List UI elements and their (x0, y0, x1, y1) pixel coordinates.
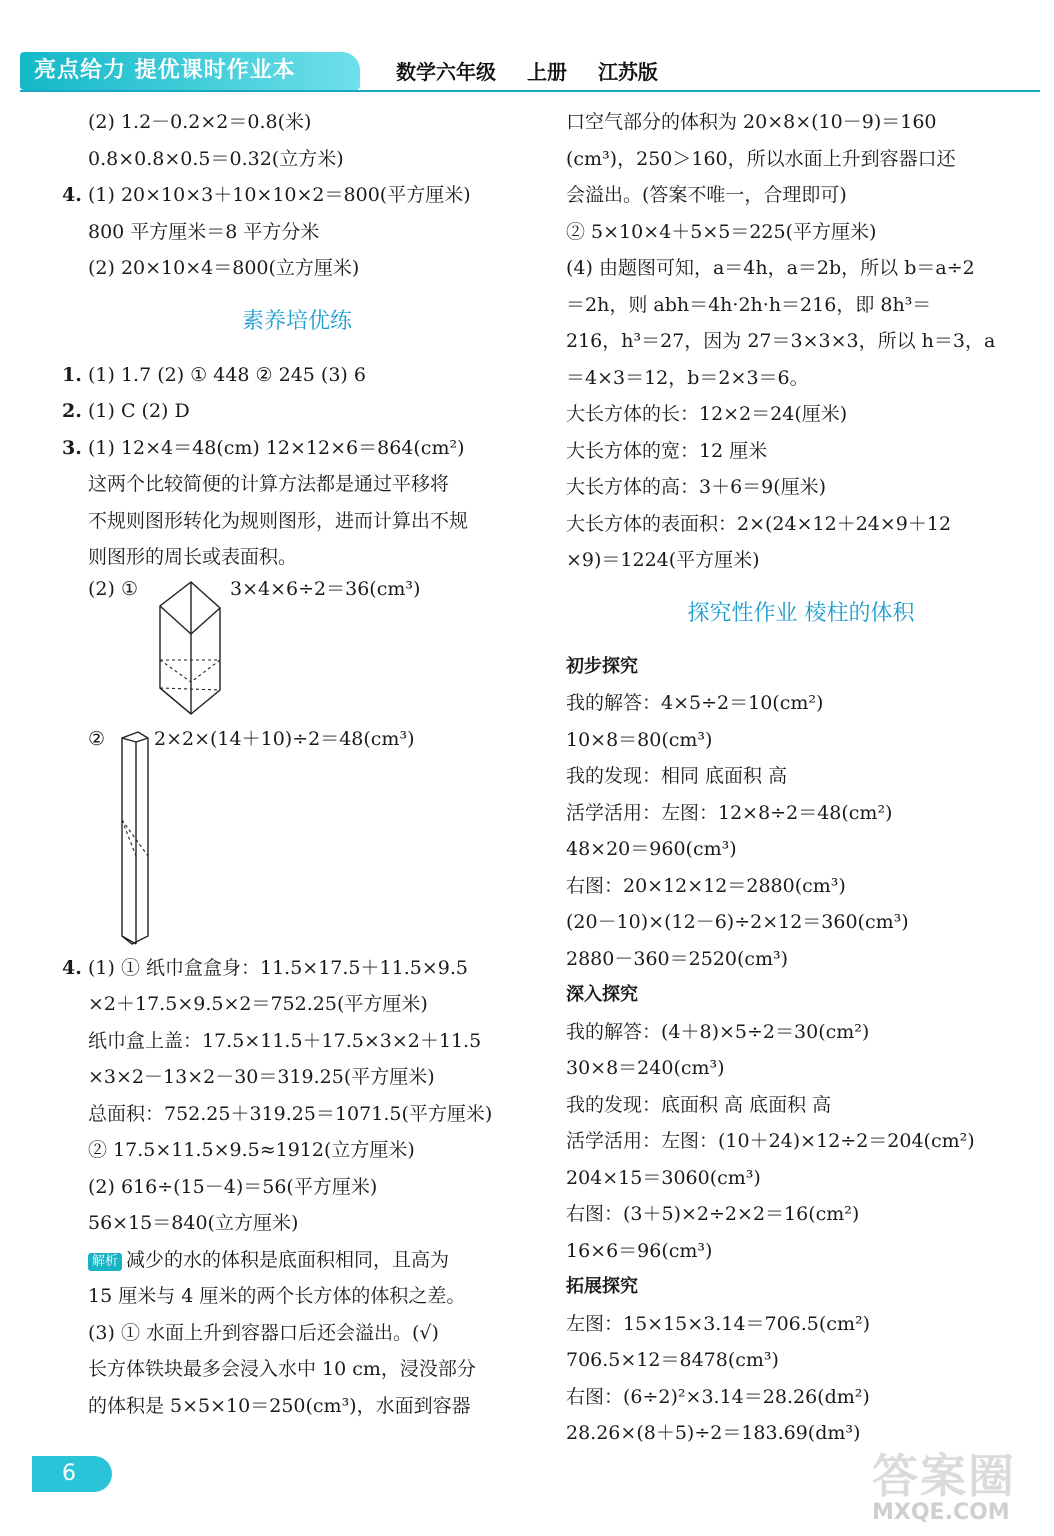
answer-text: 2×2×(14＋10)÷2＝48(cm³) (154, 727, 415, 750)
question-4-line (62, 950, 532, 987)
answer-line: 大长方体的高：3＋6＝9(厘米) (566, 476, 827, 498)
answer-line: 0.8×0.8×0.5＝0.32(立方米) (88, 147, 344, 170)
question-number: 1. (62, 363, 82, 386)
answer-line: 右图：(6÷2)²×3.14＝28.26(dm²) (566, 1385, 870, 1408)
answer-line: (cm³)，250＞160，所以水面上升到容器口还 (566, 147, 956, 170)
left-column (62, 104, 532, 1424)
answer-text: (1) 20×10×3＋10×10×2＝800(平方厘米) (88, 184, 471, 206)
question-2-line (62, 393, 532, 430)
answer-line: 216，h³＝27，因为 27＝3×3×3，所以 h＝3，a (566, 330, 996, 352)
answer-line: 纸巾盒上盖：17.5×11.5＋17.5×3×2＋11.5 (88, 1029, 482, 1052)
answer-line: 大长方体的宽：12 厘米 (566, 439, 768, 462)
answer-line: ② 17.5×11.5×9.5≈1912(立方厘米) (88, 1139, 415, 1161)
answer-line: 28.26×(8＋5)÷2＝183.69(dm³) (566, 1422, 861, 1444)
answer-line: 我的发现：底面积 高 底面积 高 (566, 1093, 832, 1116)
brand-banner: 亮点给力 提优课时作业本 (20, 52, 360, 90)
right-column (566, 104, 1036, 1452)
answer-line: (2) 1.2－0.2×2＝0.8(米) (88, 111, 312, 133)
answer-line: 活学活用：左图：12×8÷2＝48(cm²) (566, 801, 893, 824)
answer-line: 30×8＝240(cm³) (566, 1057, 725, 1079)
answer-line: 800 平方厘米＝8 平方分米 (88, 220, 320, 243)
answer-line: 我的发现：相同 底面积 高 (566, 765, 788, 787)
page-number: 6 (32, 1456, 112, 1492)
answer-line: (2) 616÷(15－4)＝56(平方厘米) (88, 1175, 378, 1198)
answer-line: 右图：20×12×12＝2880(cm³) (566, 874, 846, 897)
answer-text: (1) 1.7 (2) ① 448 ② 245 (3) 6 (88, 363, 366, 386)
answer-line: 48×20＝960(cm³) (566, 838, 737, 860)
answer-text: (1) C (2) D (88, 400, 190, 422)
answer-line: 大长方体的表面积：2×(24×12＋24×9＋12 (566, 512, 952, 535)
subsection-title: 深入探究 (566, 984, 638, 1005)
tall-prism-figure (114, 730, 154, 950)
subject-label: 数学六年级 (396, 60, 496, 84)
answer-line: 会溢出。(答案不唯一，合理即可) (566, 184, 847, 206)
answer-line: 56×15＝840(立方厘米) (88, 1212, 299, 1234)
question-number: 4. (62, 184, 82, 206)
answer-line: ＝2h，则 abh＝4h·2h·h＝216，即 8h³＝ (566, 293, 932, 316)
answer-line: ＝4×3＝12，b＝2×3＝6。 (566, 366, 809, 389)
answer-line: 16×6＝96(cm³) (566, 1239, 713, 1262)
answer-line: (3) ① 水面上升到容器口后还会溢出。(√) (88, 1321, 439, 1344)
question-number: 3. (62, 436, 82, 459)
edition-label: 江苏版 (597, 60, 658, 84)
prism-figure-block (62, 576, 532, 724)
answer-line: 活学活用：左图：(10＋24)×12÷2＝204(cm²) (566, 1130, 975, 1152)
answer-line: 长方体铁块最多会浸入水中 10 cm，浸没部分 (88, 1358, 476, 1380)
header-rule (20, 90, 1040, 92)
answer-line: 大长方体的长：12×2＝24(厘米) (566, 403, 848, 425)
answer-line: 口空气部分的体积为 20×8×(10－9)＝160 (566, 111, 937, 133)
page-header (0, 0, 1054, 96)
answer-line: 706.5×12＝8478(cm³) (566, 1349, 779, 1371)
analysis-tag: 解析 (88, 1253, 122, 1271)
answer-line: (2) 20×10×4＝800(立方厘米) (88, 257, 360, 279)
triangular-prism-figure (156, 578, 226, 718)
subsection-title: 初步探究 (566, 655, 638, 677)
answer-line: 不规则图形转化为规则图形，进而计算出不规 (88, 509, 469, 532)
question-number: 2. (62, 400, 82, 422)
answer-line: 我的解答：4×5÷2＝10(cm²) (566, 692, 824, 714)
answer-text: (1) ① 纸巾盒盒身：11.5×17.5＋11.5×9.5 (88, 956, 468, 979)
book-info (396, 56, 682, 85)
answer-line: (4) 由题图可知，a＝4h，a＝2b，所以 b＝a÷2 (566, 257, 975, 279)
question-4-line (62, 177, 532, 214)
section-title: 探究性作业 棱柱的体积 (687, 600, 915, 626)
answer-line: (20－10)×(12－6)÷2×12＝360(cm³) (566, 911, 909, 933)
answer-line: 我的解答：(4＋8)×5÷2＝30(cm²) (566, 1020, 870, 1043)
subsection-title: 拓展探究 (566, 1276, 638, 1297)
watermark-logo (872, 1440, 1042, 1530)
analysis-text: 减少的水的体积是底面积相同，且高为 (126, 1248, 450, 1271)
volume-label: 上册 (526, 60, 567, 84)
answer-line: 这两个比较简便的计算方法都是通过平移将 (88, 473, 450, 495)
answer-line: 2880－360＝2520(cm³) (566, 947, 789, 970)
watermark-mark: 答案圈 (872, 1449, 1016, 1503)
answer-line: 总面积：752.25＋319.25＝1071.5(平方厘米) (88, 1102, 493, 1125)
answer-line: 204×15＝3060(cm³) (566, 1166, 761, 1189)
figure-label: (2) ① (88, 577, 138, 600)
figure-label: ② (88, 727, 106, 750)
answer-line: ×9)＝1224(平方厘米) (566, 549, 760, 571)
answer-line: 右图：(3＋5)×2÷2×2＝16(cm²) (566, 1203, 860, 1225)
answer-text: (1) 12×4＝48(cm) 12×12×6＝864(cm²) (88, 436, 465, 459)
answer-line: 的体积是 5×5×10＝250(cm³)，水面到容器 (88, 1394, 471, 1417)
question-3-line (62, 430, 532, 467)
answer-line: 10×8＝80(cm³) (566, 728, 713, 751)
answer-line: 则图形的周长或表面积。 (88, 546, 298, 568)
answer-line: 15 厘米与 4 厘米的两个长方体的体积之差。 (88, 1285, 466, 1307)
tall-prism-figure-block (62, 724, 532, 950)
answer-line: 左图：15×15×3.14＝706.5(cm²) (566, 1312, 870, 1335)
question-number: 4. (62, 956, 82, 979)
watermark-url: MXQE.COM (872, 1500, 1010, 1525)
answer-text: 3×4×6÷2＝36(cm³) (230, 577, 421, 600)
answer-line: ② 5×10×4＋5×5＝225(平方厘米) (566, 220, 877, 243)
answer-line: ×2＋17.5×9.5×2＝752.25(平方厘米) (88, 993, 428, 1015)
analysis-line (62, 1242, 532, 1279)
answer-line: ×3×2－13×2－30＝319.25(平方厘米) (88, 1066, 435, 1088)
section-title: 素养培优练 (241, 308, 352, 334)
question-1-line (62, 357, 532, 394)
